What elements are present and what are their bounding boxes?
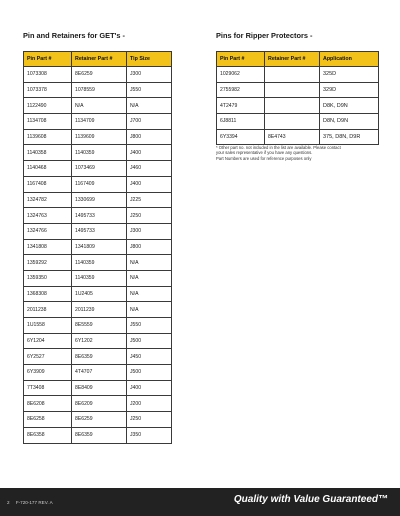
table-row [217,98,379,114]
table-cell: 1073469 [72,161,127,177]
footnote-line: * Other part no. not included in the list are available. Please contact [216,145,341,150]
footer-info [7,500,58,505]
table-cell: 1139608 [24,129,72,145]
table-cell: 8E5559 [72,318,127,334]
table-cell: 1368308 [24,286,72,302]
table-cell: 6Y1202 [72,333,127,349]
table-row [24,114,172,130]
table-row [24,223,172,239]
page-number: 2 [7,500,10,505]
table-cell: 1073308 [24,67,72,83]
right-table-title: Pins for Ripper Protectors - [216,31,313,40]
table-cell: 6J8811 [217,114,265,130]
table-cell: 8E6259 [72,67,127,83]
table-cell: 4T4707 [72,365,127,381]
left-table-title: Pin and Retainers for GET's - [23,31,125,40]
table-cell: N/A [72,98,127,114]
table-cell: 1078559 [72,82,127,98]
table-cell: J700 [127,114,172,130]
table-cell: J800 [127,129,172,145]
table-cell: 1341808 [24,239,72,255]
table-cell: N/A [127,286,172,302]
table-row [24,145,172,161]
table-cell: 1324763 [24,208,72,224]
table-cell: 6Y2527 [24,349,72,365]
table-cell: J200 [127,396,172,412]
tagline: Quality with Value Guaranteed™ [233,494,388,505]
column-header: Retainer Part # [265,52,320,67]
table-cell: 325D [320,67,379,83]
header-row [24,52,172,67]
table-cell: 6Y3909 [24,365,72,381]
table-cell: 8E6358 [24,427,72,443]
table-row [24,67,172,83]
table-row [24,427,172,443]
table-cell: D8K, D9N [320,98,379,114]
ripper-pins-table [216,51,379,145]
table-cell [265,67,320,83]
table-cell: J350 [127,427,172,443]
table-cell: J400 [127,380,172,396]
table-cell: 1140358 [24,145,72,161]
table-row [24,302,172,318]
table-cell: 1167408 [24,176,72,192]
table-cell: 1341809 [72,239,127,255]
table-cell: 8E6209 [72,396,127,412]
table-cell: 1122490 [24,98,72,114]
table-cell [265,98,320,114]
table-cell: 1140468 [24,161,72,177]
table-cell [265,82,320,98]
table-row [217,114,379,130]
table-cell: 8E6258 [24,412,72,428]
table-row [24,255,172,271]
table-row [24,161,172,177]
footnote-line: your sales representative if you have any questions. [216,150,313,156]
table-cell: J460 [127,161,172,177]
table-cell: 1495733 [72,223,127,239]
table-cell: 1134708 [24,114,72,130]
table-cell: 1U2405 [72,286,127,302]
table-row [24,270,172,286]
table-cell: J450 [127,349,172,365]
table-cell: 8E8409 [72,380,127,396]
table-cell: J225 [127,192,172,208]
table-cell: 375, D8N, D9R [320,129,379,145]
doc-code: F-720-177 REV. A [15,500,53,505]
page-footer [0,488,400,516]
table-cell: N/A [127,255,172,271]
table-cell: J300 [127,67,172,83]
header-row [217,52,379,67]
table-row [24,176,172,192]
table-cell: J550 [127,318,172,334]
footnote [216,145,386,161]
table-cell: 1140359 [72,255,127,271]
table-cell: 1324766 [24,223,72,239]
table-cell: 1330699 [72,192,127,208]
table-cell: N/A [127,270,172,286]
table-cell: 329D [320,82,379,98]
table-cell: 6Y3394 [217,129,265,145]
table-cell: 8E6359 [72,427,127,443]
table-row [24,365,172,381]
table-cell: 2755982 [217,82,265,98]
table-cell: N/A [127,98,172,114]
table-cell: 1U1558 [24,318,72,334]
table-row [24,98,172,114]
table-row [24,349,172,365]
table-cell: J300 [127,223,172,239]
table-cell: 4T2479 [217,98,265,114]
table-row [24,239,172,255]
table-row [217,129,379,145]
table-cell: J400 [127,176,172,192]
table-cell: 7T3408 [24,380,72,396]
table-cell: 8E4743 [265,129,320,145]
table-cell: 8E6208 [24,396,72,412]
table-cell: 1140359 [72,145,127,161]
table-cell: J250 [127,208,172,224]
table-row [24,380,172,396]
table-cell: 1029062 [217,67,265,83]
table-cell: 1139609 [72,129,127,145]
table-cell: 1073378 [24,82,72,98]
column-header: Pin Part # [24,52,72,67]
table-cell: 8E6259 [72,412,127,428]
table-cell: 1359350 [24,270,72,286]
table-row [24,82,172,98]
table-row [24,208,172,224]
table-row [24,286,172,302]
table-cell: J800 [127,239,172,255]
table-cell: 1324782 [24,192,72,208]
table-cell: J500 [127,365,172,381]
table-cell: 6Y1204 [24,333,72,349]
table-row [24,333,172,349]
table-cell: J550 [127,82,172,98]
pins-retainers-table [23,51,172,444]
footnote-line: Part Numbers are used for reference purposes only [216,155,312,161]
table-row [24,318,172,334]
column-header: Pin Part # [217,52,265,67]
table-row [24,412,172,428]
table-cell: J400 [127,145,172,161]
table-row [24,129,172,145]
table-row [217,67,379,83]
table-cell: 1167409 [72,176,127,192]
table-cell: 2011238 [24,302,72,318]
table-cell: N/A [127,302,172,318]
table-cell: J250 [127,412,172,428]
table-row [24,396,172,412]
table-cell: 2011239 [72,302,127,318]
column-header: Retainer Part # [72,52,127,67]
table-cell: 1140359 [72,270,127,286]
table-row [217,82,379,98]
column-header: Tip Size [127,52,172,67]
table-cell: 1134709 [72,114,127,130]
table-cell: 1359292 [24,255,72,271]
table-cell: D8N, D9N [320,114,379,130]
table-row [24,192,172,208]
column-header: Application [320,52,379,67]
table-cell: J500 [127,333,172,349]
table-cell: 1495733 [72,208,127,224]
table-cell [265,114,320,130]
table-cell: 8E6359 [72,349,127,365]
